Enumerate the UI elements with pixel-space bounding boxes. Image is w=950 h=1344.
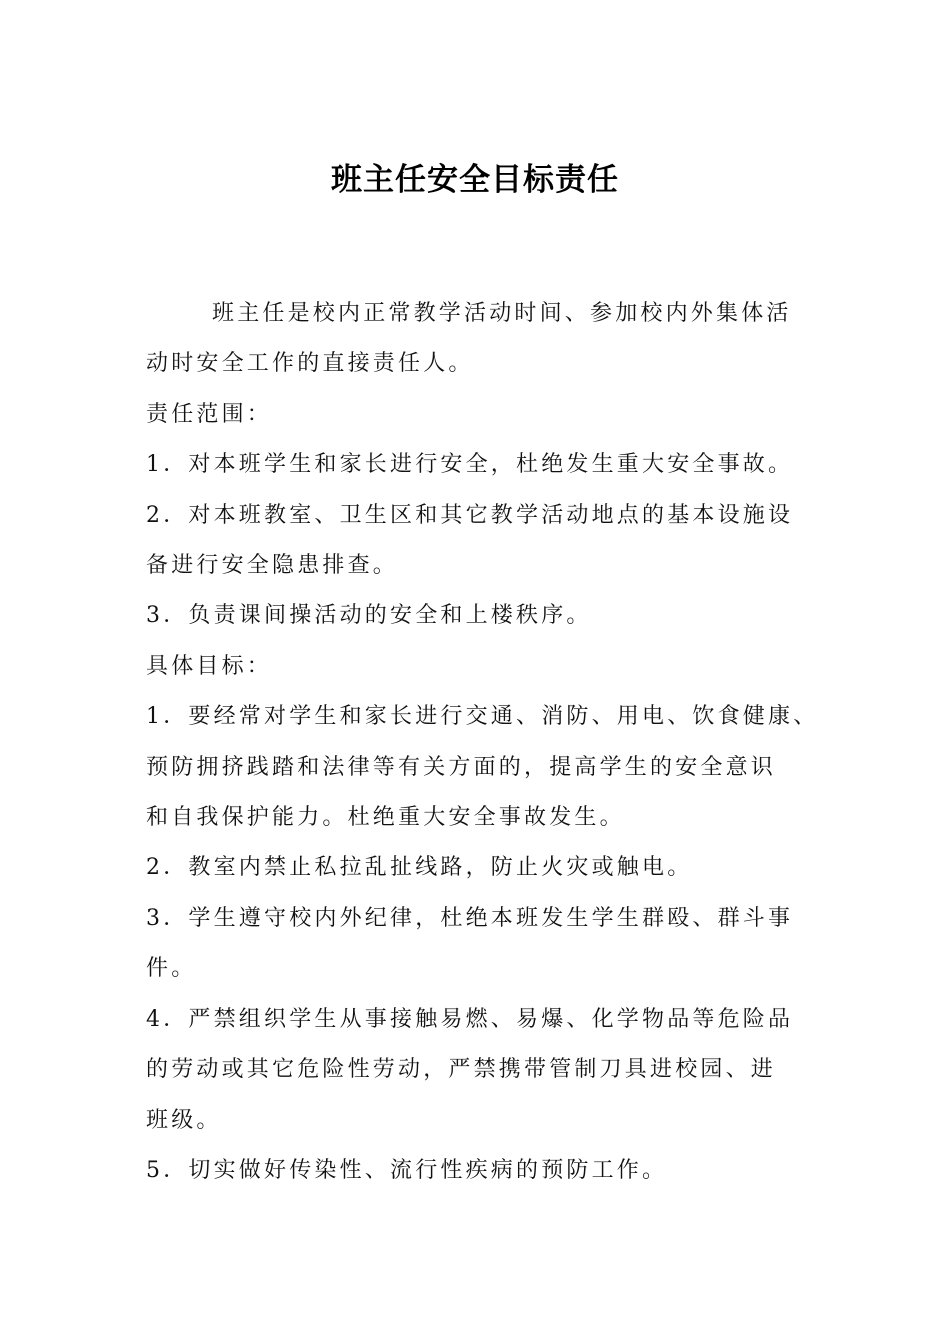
goal-item-1-cont: 预防拥挤践踏和法律等有关方面的，提高学生的安全意识 bbox=[146, 754, 777, 780]
scope-item-1: 1．对本班学生和家长进行安全，杜绝发生重大安全事故。 bbox=[146, 452, 794, 478]
scope-item-2: 2．对本班教室、卫生区和其它教学活动地点的基本设施设 bbox=[146, 502, 794, 528]
intro-line-2: 动时安全工作的直接责任人。 bbox=[146, 351, 474, 377]
goal-item-3-cont: 件。 bbox=[146, 956, 197, 982]
scope-item-2-cont: 备进行安全隐患排查。 bbox=[146, 553, 399, 579]
document-body bbox=[146, 289, 826, 1196]
document-title: 班主任安全目标责任 bbox=[331, 162, 619, 198]
goal-item-4-cont: 的劳动或其它危险性劳动，严禁携带管制刀具进校园、进 bbox=[146, 1057, 777, 1083]
intro-line-1: 班主任是校内正常教学活动时间、参加校内外集体活 bbox=[212, 301, 792, 326]
goal-item-4-cont-2: 班级。 bbox=[146, 1107, 222, 1133]
goal-item-4: 4．严禁组织学生从事接触易燃、易爆、化学物品等危险品 bbox=[146, 1006, 794, 1032]
scope-item-3: 3．负责课间操活动的安全和上楼秩序。 bbox=[146, 603, 592, 629]
goal-item-3: 3．学生遵守校内外纪律，杜绝本班发生学生群殴、群斗事 bbox=[146, 905, 794, 931]
goal-item-2: 2．教室内禁止私拉乱扯线路，防止火灾或触电。 bbox=[146, 855, 693, 881]
goal-item-1: 1．要经常对学生和家长进行交通、消防、用电、饮食健康、 bbox=[146, 704, 819, 730]
section-heading-scope: 责任范围： bbox=[146, 401, 273, 427]
goal-item-5: 5．切实做好传染性、流行性疾病的预防工作。 bbox=[146, 1157, 668, 1183]
goal-item-1-cont-2: 和自我保护能力。杜绝重大安全事故发生。 bbox=[146, 805, 625, 831]
section-heading-goals: 具体目标： bbox=[146, 653, 273, 679]
